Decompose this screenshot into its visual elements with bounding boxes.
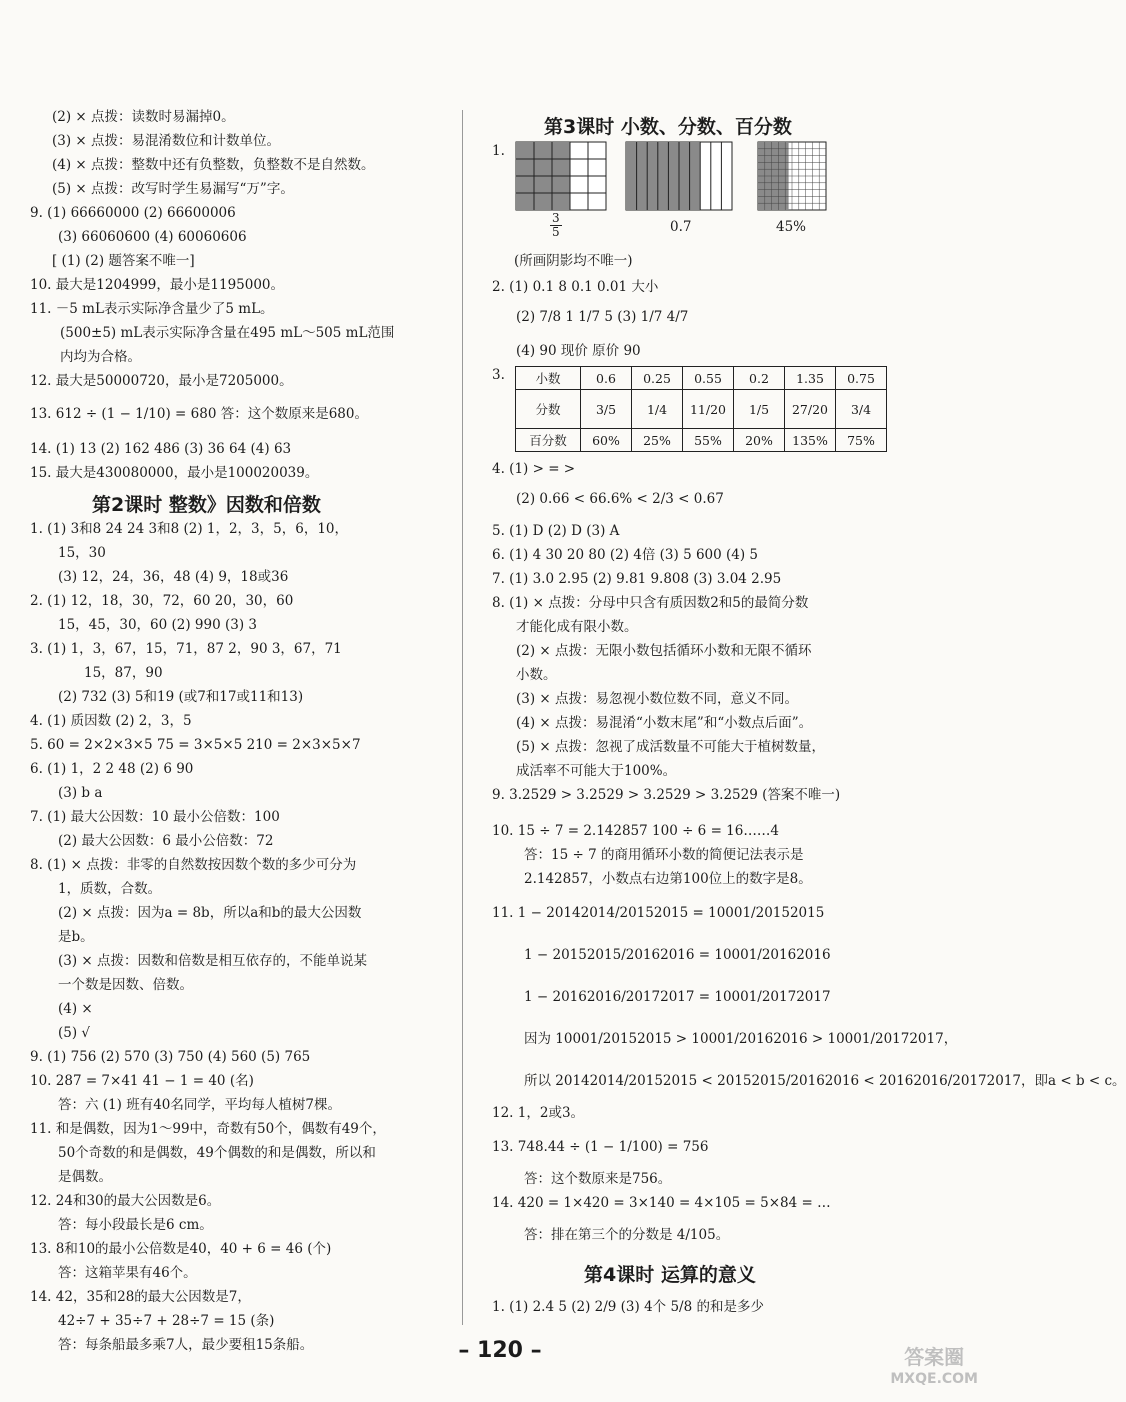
lesson-2-heading: 第2课时 整数》因数和倍数 <box>92 494 321 516</box>
left-line: 5. 60 = 2×2×3×5 75 = 3×5×5 210 = 2×3×5×7 <box>30 737 361 753</box>
table-cell: 20% <box>734 429 785 452</box>
left-line: [ (1) (2) 题答案不唯一] <box>52 253 195 269</box>
left-line: 14. 42，35和28的最大公因数是7， <box>30 1289 251 1305</box>
fig-label-fraction <box>548 212 564 239</box>
right-line: 13. 748.44 ÷ (1 − 1/100) = 756 <box>492 1139 709 1155</box>
right-line: 1. (1) 2.4 5 (2) 2/9 (3) 4个 5/8 的和是多少 <box>492 1299 764 1315</box>
left-line: 1，质数，合数。 <box>58 881 162 897</box>
table-cell: 0.6 <box>581 367 632 390</box>
table-cell: 11/20 <box>683 390 734 429</box>
left-line: (3) b a <box>58 785 103 801</box>
left-line: 10. 最大是1204999，最小是1195000。 <box>30 277 285 293</box>
fig-label-decimal: 0.7 <box>670 219 692 235</box>
watermark-logo <box>890 1346 978 1390</box>
fraction: $\frac{3}{5}$ <box>552 211 560 239</box>
table-cell: 0.55 <box>683 367 734 390</box>
table-cell: 55% <box>683 429 734 452</box>
right-line: 1. <box>492 143 505 159</box>
left-line: 50个奇数的和是偶数，49个偶数的和是偶数，所以和 <box>58 1145 376 1161</box>
left-line: 答：六 (1) 班有40名同学，平均每人植树7棵。 <box>58 1097 341 1113</box>
right-line: (所画阴影均不唯一) <box>514 253 633 269</box>
left-line: 15，87，90 <box>84 665 163 681</box>
watermark-url: MXQE.COM <box>890 1371 978 1387</box>
left-line: 13. 612 ÷ (1 − 1/10) = 680 答：这个数原来是680。 <box>30 406 368 422</box>
right-line: 2.142857，小数点右边第100位上的数字是8。 <box>524 871 812 887</box>
right-line: 12. 1，2或3。 <box>492 1105 585 1121</box>
table-cell: 25% <box>632 429 683 452</box>
left-line: 14. (1) 13 (2) 162 486 (3) 36 64 (4) 63 <box>30 441 292 457</box>
left-line: (5) √ <box>58 1025 91 1041</box>
left-line: 15，45，30，60 (2) 990 (3) 3 <box>58 617 257 633</box>
conversion-table <box>515 366 887 452</box>
grid-figure-45-percent <box>758 142 826 210</box>
left-line: (3) 66060600 (4) 60060606 <box>58 229 247 245</box>
left-line: 12. 最大是50000720，最小是7205000。 <box>30 373 293 389</box>
left-line: 9. (1) 756 (2) 570 (3) 750 (4) 560 (5) 765 <box>30 1049 311 1065</box>
left-line: (3) × 点拨：因数和倍数是相互依存的，不能单说某 <box>58 953 368 969</box>
fig-label-percent: 45% <box>776 219 807 235</box>
left-line: (2) × 点拨：因为a = 8b，所以a和b的最大公因数 <box>58 905 362 921</box>
left-line: 10. 287 = 7×41 41 − 1 = 40 (名) <box>30 1073 254 1089</box>
table-cell: 3/5 <box>581 390 632 429</box>
left-line: (3) 12，24，36，48 (4) 9，18或36 <box>58 569 289 585</box>
right-line: (2) 0.66 < 66.6% < 2/3 < 0.67 <box>516 491 724 507</box>
right-line: (3) × 点拨：易忽视小数位数不同，意义不同。 <box>516 691 799 707</box>
grid-figure-3-5 <box>516 142 606 210</box>
table-row <box>516 367 887 390</box>
table-cell: 0.2 <box>734 367 785 390</box>
left-line: 9. (1) 66660000 (2) 66600006 <box>30 205 236 221</box>
left-line: 内均为合格。 <box>60 349 141 365</box>
lesson-4-heading: 第4课时 运算的意义 <box>584 1264 756 1286</box>
table-cell: 分数 <box>516 390 581 429</box>
left-line: 8. (1) × 点拨：非零的自然数按因数个数的多少可分为 <box>30 857 357 873</box>
right-line: (4) × 点拨：易混淆“小数末尾”和“小数点后面”。 <box>516 715 813 731</box>
left-line: (2) 最大公因数：6 最小公倍数：72 <box>58 833 274 849</box>
table-cell: 0.25 <box>632 367 683 390</box>
table-cell: 27/20 <box>785 390 836 429</box>
table-cell: 1/5 <box>734 390 785 429</box>
right-line: 10. 15 ÷ 7 = 2.142857 100 ÷ 6 = 16……4 <box>492 823 779 839</box>
right-line: 答：排在第三个的分数是 4/105。 <box>524 1227 730 1243</box>
right-line: 14. 420 = 1×420 = 3×140 = 4×105 = 5×84 = … <box>492 1195 831 1211</box>
left-line: 4. (1) 质因数 (2) 2，3，5 <box>30 713 192 729</box>
right-line: 答：这个数原来是756。 <box>524 1171 672 1187</box>
page-number: – 120 – <box>458 1338 542 1363</box>
lesson-3-heading: 第3课时 小数、分数、百分数 <box>544 116 792 138</box>
left-line: 3. (1) 1，3，67，15，71，87 2，90 3，67，71 <box>30 641 342 657</box>
table-cell: 1/4 <box>632 390 683 429</box>
right-line: 8. (1) × 点拨：分母中只含有质因数2和5的最简分数 <box>492 595 809 611</box>
left-line: 答：这箱苹果有46个。 <box>58 1265 197 1281</box>
right-line: 成活率不可能大于100%。 <box>516 763 677 779</box>
left-line: 2. (1) 12，18，30，72，60 20，30，60 <box>30 593 294 609</box>
table-cell: 3/4 <box>836 390 887 429</box>
watermark-text: 答案圈 <box>904 1345 965 1369</box>
right-line: (4) 90 现价 原价 90 <box>516 343 641 359</box>
right-line: 答：15 ÷ 7 的商用循环小数的简便记法表示是 <box>524 847 804 863</box>
right-line: 9. 3.2529 > 3.2529 > 3.2529 > 3.2529 (答案不唯一) <box>492 787 841 803</box>
left-line: (2) × 点拨：读数时易漏掉0。 <box>52 109 235 125</box>
left-line: (4) × 点拨：整数中还有负整数，负整数不是自然数。 <box>52 157 375 173</box>
right-line: 3. <box>492 367 505 383</box>
table-row <box>516 390 887 429</box>
right-line: (5) × 点拨：忽视了成活数量不可能大于植树数量， <box>516 739 826 755</box>
left-line: 15，30 <box>58 545 106 561</box>
table-cell: 0.75 <box>836 367 887 390</box>
left-line: 12. 24和30的最大公因数是6。 <box>30 1193 221 1209</box>
right-line: 4. (1) > = > <box>492 461 576 477</box>
left-line: 7. (1) 最大公因数：10 最小公倍数：100 <box>30 809 280 825</box>
left-line: (500±5) mL表示实际净含量在495 mL～505 mL范围 <box>60 325 395 341</box>
right-line: 1 − 20152015/20162016 = 10001/20162016 <box>524 947 831 963</box>
right-line: (2) 7/8 1 1/7 5 (3) 1/7 4/7 <box>516 309 689 325</box>
column-divider <box>462 110 463 1325</box>
left-line: 11. －5 mL表示实际净含量少了5 mL。 <box>30 301 274 317</box>
right-line: 才能化成有限小数。 <box>516 619 638 635</box>
left-line: (3) × 点拨：易混淆数位和计数单位。 <box>52 133 281 149</box>
right-line: 因为 10001/20152015 > 10001/20162016 > 10001/20172017， <box>524 1031 958 1047</box>
left-line: 一个数是因数、倍数。 <box>58 977 193 993</box>
left-line: 15. 最大是430080000，最小是100020039。 <box>30 465 319 481</box>
left-line: 1. (1) 3和8 24 24 3和8 (2) 1，2，3，5，6，10， <box>30 521 349 537</box>
left-line: (5) × 点拨：改写时学生易漏写“万”字。 <box>52 181 294 197</box>
right-line: 2. (1) 0.1 8 0.1 0.01 大小 <box>492 279 659 295</box>
table-cell: 75% <box>836 429 887 452</box>
table-cell: 135% <box>785 429 836 452</box>
table-cell: 百分数 <box>516 429 581 452</box>
table-cell: 60% <box>581 429 632 452</box>
left-line: 是b。 <box>58 929 94 945</box>
left-line: (4) × <box>58 1001 93 1017</box>
grid-figure-0-7 <box>626 142 732 210</box>
left-line: (2) 732 (3) 5和19 (或7和17或11和13) <box>58 689 304 705</box>
left-line: 是偶数。 <box>58 1169 112 1185</box>
right-line: 1 − 20162016/20172017 = 10001/20172017 <box>524 989 831 1005</box>
right-line: 5. (1) D (2) D (3) A <box>492 523 620 539</box>
left-line: 答：每条船最多乘7人，最少要租15条船。 <box>58 1337 314 1353</box>
right-line: 6. (1) 4 30 20 80 (2) 4倍 (3) 5 600 (4) 5 <box>492 547 759 563</box>
table-row <box>516 429 887 452</box>
right-line: 11. 1 − 20142014/20152015 = 10001/20152015 <box>492 905 825 921</box>
table-cell: 1.35 <box>785 367 836 390</box>
right-line: 所以 20142014/20152015 < 20152015/20162016 < 20162016/20172017，即a < b < c。 <box>524 1073 1126 1089</box>
left-line: 答：每小段最长是6 cm。 <box>58 1217 213 1233</box>
left-line: 11. 和是偶数，因为1～99中，奇数有50个，偶数有49个， <box>30 1121 386 1137</box>
table-cell: 小数 <box>516 367 581 390</box>
right-line: (2) × 点拨：无限小数包括循环小数和无限不循环 <box>516 643 812 659</box>
right-line: 7. (1) 3.0 2.95 (2) 9.81 9.808 (3) 3.04 2.95 <box>492 571 782 587</box>
left-line: 13. 8和10的最小公倍数是40，40 + 6 = 46 (个) <box>30 1241 332 1257</box>
left-line: 42÷7 + 35÷7 + 28÷7 = 15 (条) <box>58 1313 275 1329</box>
right-line: 小数。 <box>516 667 557 683</box>
left-line: 6. (1) 1，2 2 48 (2) 6 90 <box>30 761 194 777</box>
